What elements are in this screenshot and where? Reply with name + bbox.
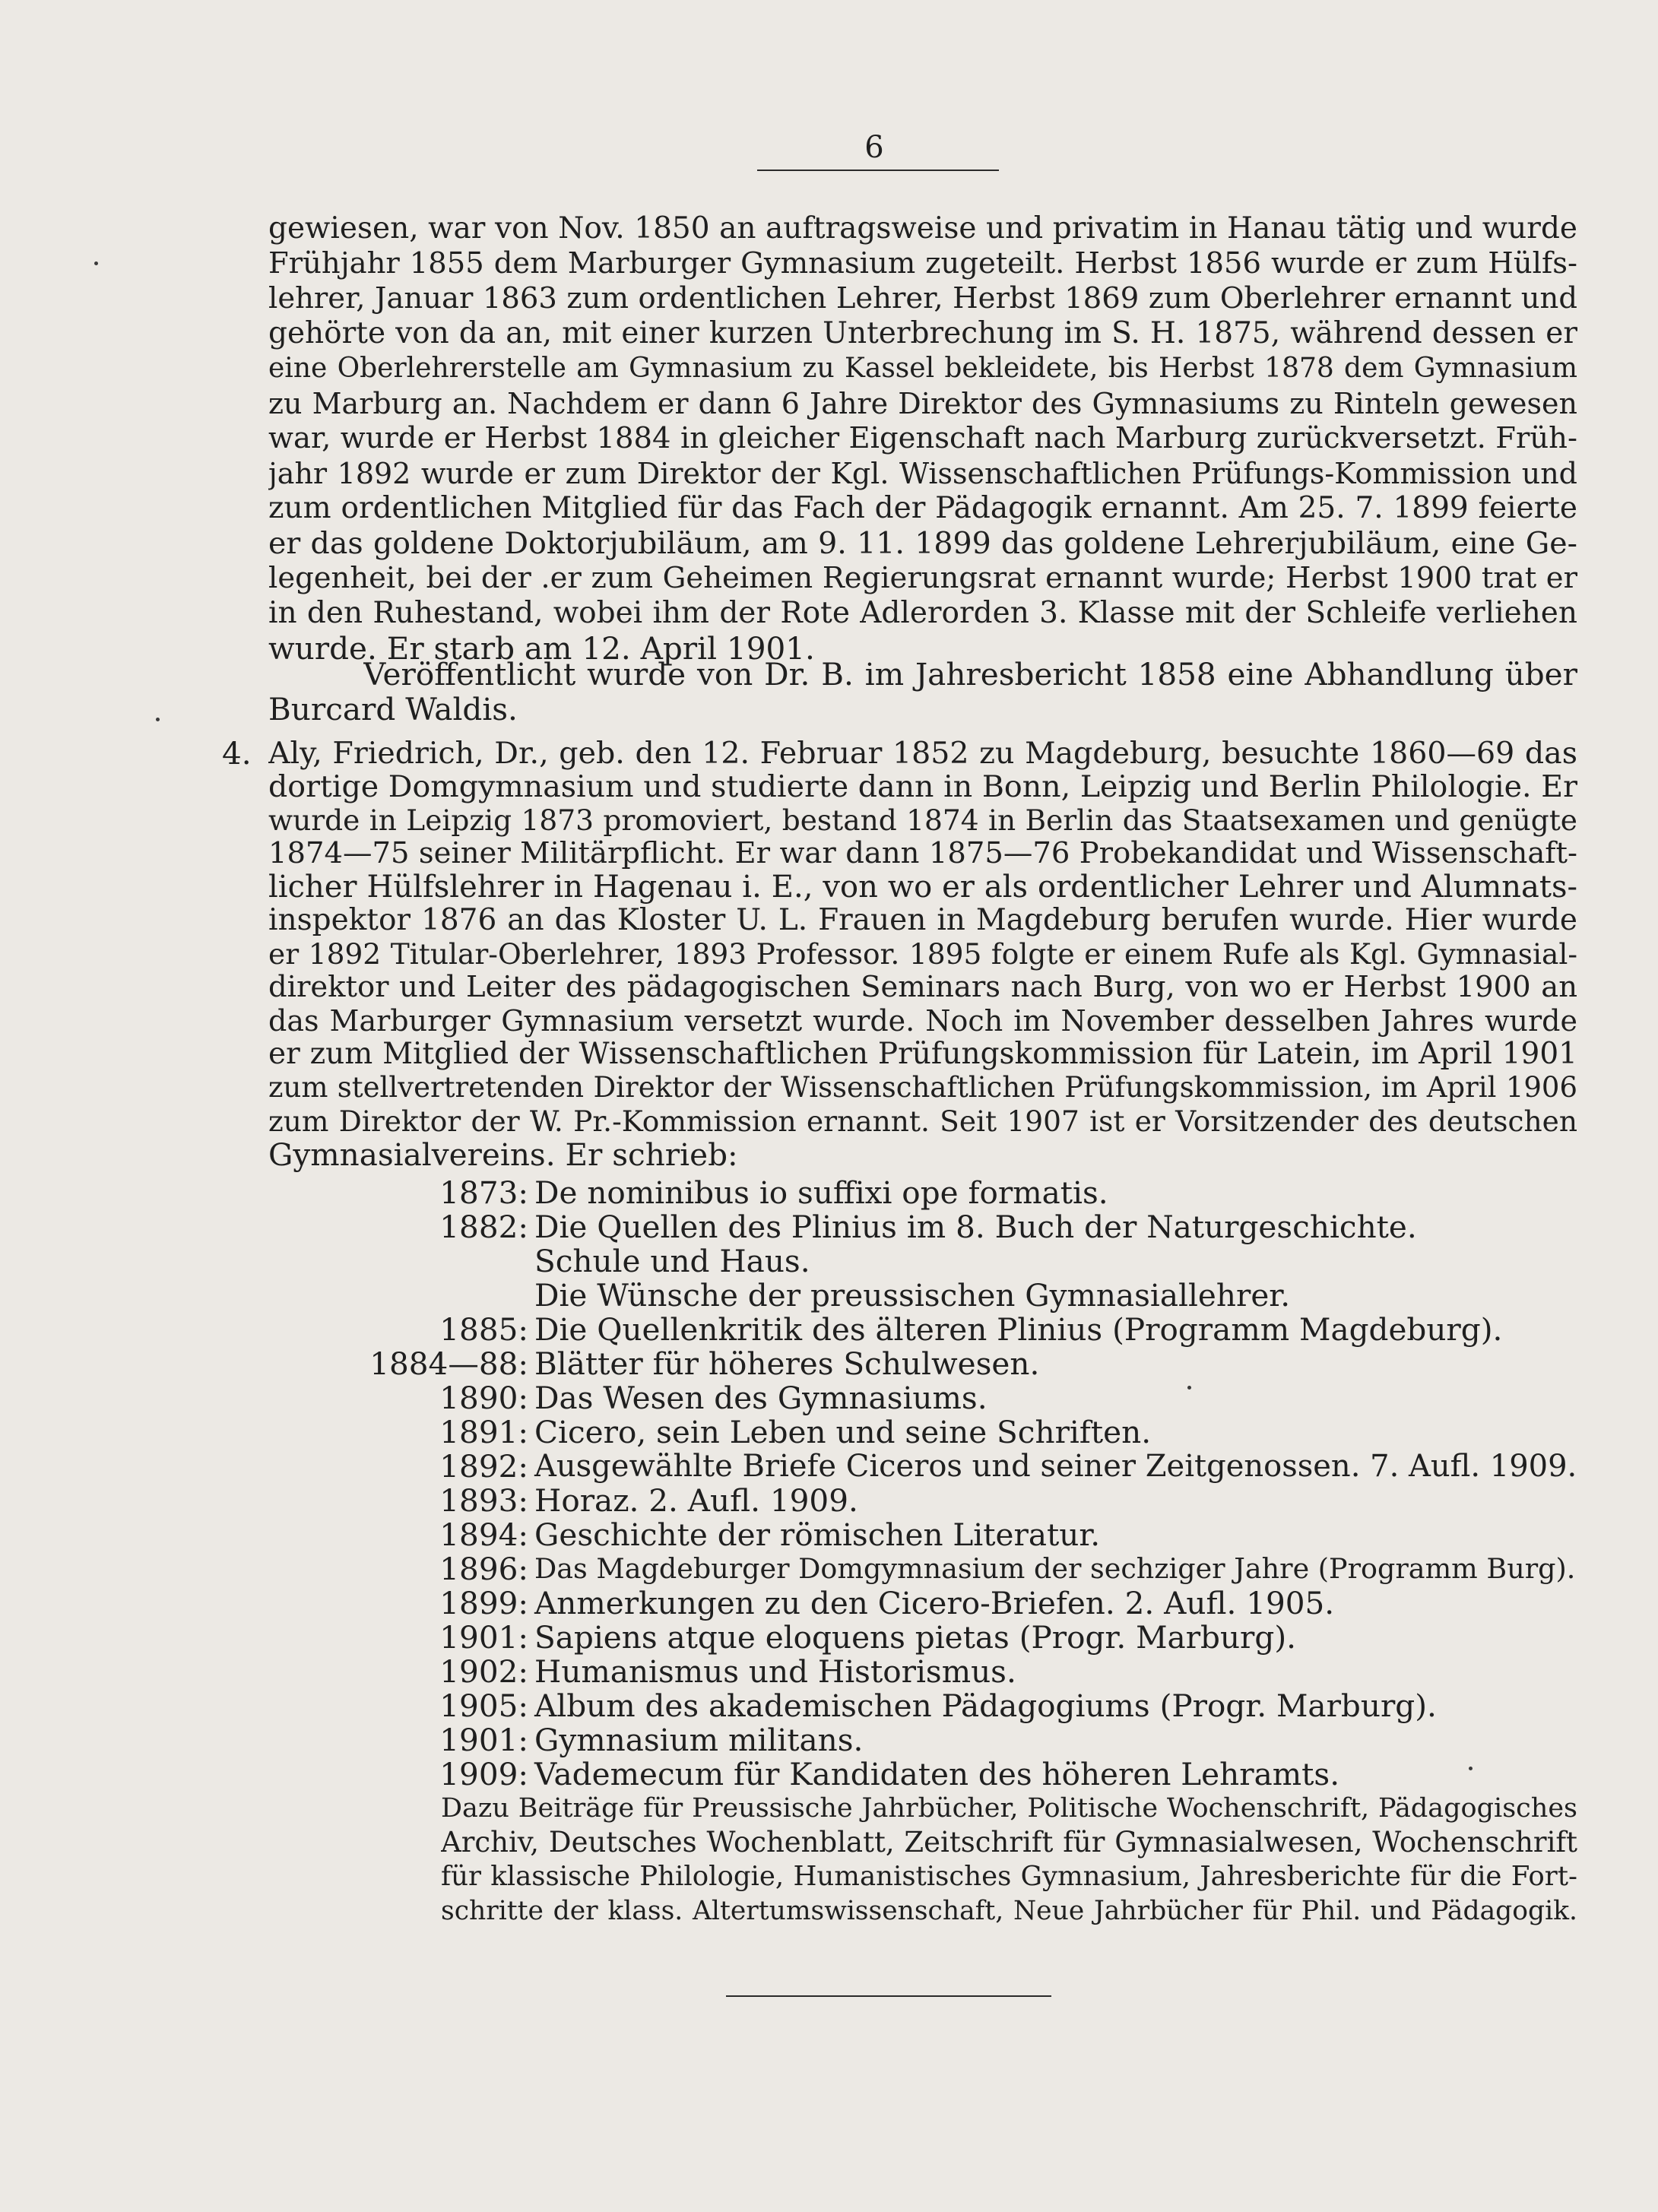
text-line: licher Hülfslehrer in Hagenau i. E., von wo er als ordentlicher Lehrer und Alumnats- — [268, 870, 1577, 905]
entry-number: 4. — [222, 735, 252, 772]
publication-item — [346, 1312, 1577, 1347]
publication-year: 1902: — [439, 1653, 528, 1690]
publication-year: 1899: — [439, 1585, 528, 1621]
text-line: er zum Mitglied der Wissenschaftlichen Prüfungskommission für Latein, im April 1901 — [268, 1037, 1577, 1071]
text-line: lehrer, Januar 1863 zum ordentlichen Lehrer, Herbst 1869 zum Oberlehrer ernannt und — [268, 281, 1577, 315]
text-line: Dazu Beiträge für Preussische Jahrbücher, Politische Wochenschrift, Pädagogisches — [441, 1793, 1577, 1824]
publication-title: Sapiens atque eloquens pietas (Progr. Marburg). — [534, 1619, 1297, 1656]
publication-title: Cicero, sein Leben und seine Schriften. — [534, 1414, 1152, 1450]
publication-title: Das Wesen des Gymnasiums. — [534, 1380, 988, 1416]
publication-title: Vademecum für Kandidaten des höheren Lehramts. — [534, 1756, 1340, 1792]
publication-year: 1885: — [439, 1311, 528, 1348]
publication-year: 1901: — [439, 1722, 528, 1758]
speck — [156, 718, 160, 721]
publication-title: Geschichte der römischen Literatur. — [534, 1516, 1101, 1553]
text-line: 1874—75 seiner Militärpflicht. Er war dann 1875—76 Probekandidat und Wissenschaft- — [268, 836, 1577, 870]
text-line: er 1892 Titular-Oberlehrer, 1893 Professor. 1895 folgte er einem Rufe als Kgl. Gymnasial- — [268, 937, 1577, 971]
text-line: schritte der klass. Altertumswissenschaft, Neue Jahrbücher für Phil. und Pädagogik. — [441, 1896, 1577, 1926]
text-line: wurde. Er starb am 12. April 1901. — [268, 631, 815, 666]
publication-year: 1891: — [439, 1414, 528, 1450]
publication-year: 1894: — [439, 1516, 528, 1553]
publication-item — [346, 1415, 1577, 1450]
text-line: zum Direktor der W. Pr.-Kommission ernannt. Seit 1907 ist er Vorsitzender des deutschen — [268, 1104, 1577, 1138]
text-line: für klassische Philologie, Humanistisches Gymnasium, Jahresberichte für die Fort- — [441, 1861, 1577, 1892]
text-line: das Marburger Gymnasium versetzt wurde. Noch im November desselben Jahres wurde — [268, 1004, 1577, 1038]
text-line: Veröffentlicht wurde von Dr. B. im Jahresbericht 1858 eine Abhandlung über — [363, 657, 1577, 692]
publication-item — [346, 1586, 1577, 1621]
publication-title: Humanismus und Historismus. — [534, 1653, 1016, 1690]
header-rule — [757, 170, 999, 171]
publication-year: 1892: — [439, 1448, 528, 1485]
footer-rule — [726, 1995, 1051, 1997]
publication-item — [346, 1278, 1577, 1313]
text-line: Archiv, Deutsches Wochenblatt, Zeitschrift für Gymnasialwesen, Wochenschrift — [441, 1826, 1577, 1859]
publication-year: 1882: — [439, 1209, 528, 1245]
publication-item — [346, 1757, 1577, 1792]
page-number: 6 — [864, 130, 884, 165]
publication-title: Das Magdeburger Domgymnasium der sechziger Jahre (Programm Burg). — [534, 1552, 1576, 1585]
text-line: gewiesen, war von Nov. 1850 an auftragsweise und privatim in Hanau tätig und wurde — [268, 211, 1577, 246]
publication-item — [346, 1517, 1577, 1552]
text-line: zum stellvertretenden Direktor der Wissenschaftlichen Prüfungskommission, im April 1906 — [268, 1071, 1577, 1104]
publication-title: Gymnasium militans. — [534, 1722, 864, 1758]
publication-year: 1901: — [439, 1619, 528, 1656]
text-line: zu Marburg an. Nachdem er dann 6 Jahre Direktor des Gymnasiums zu Rinteln gewesen — [268, 387, 1577, 420]
text-line: Frühjahr 1855 dem Marburger Gymnasium zugeteilt. Herbst 1856 wurde er zum Hülfs- — [268, 246, 1577, 280]
text-line: gehörte von da an, mit einer kurzen Unterbrechung im S. H. 1875, während dessen er — [268, 316, 1577, 350]
text-line: direktor und Leiter des pädagogischen Seminars nach Burg, von wo er Herbst 1900 an — [268, 970, 1577, 1004]
publication-item — [346, 1620, 1577, 1655]
speck — [94, 261, 98, 265]
text-line: wurde in Leipzig 1873 promoviert, bestand 1874 in Berlin das Staatsexamen und genügte — [268, 803, 1577, 837]
text-line: Burcard Waldis. — [268, 692, 518, 727]
publication-year: 1890: — [439, 1380, 528, 1416]
publication-item — [346, 1688, 1577, 1723]
publication-item — [346, 1722, 1577, 1757]
publication-item — [346, 1654, 1577, 1689]
publication-item — [346, 1209, 1577, 1244]
publication-title: Anmerkungen zu den Cicero-Briefen. 2. Aufl. 1905. — [534, 1585, 1335, 1621]
publication-year: 1909: — [439, 1756, 528, 1792]
text-line: dortige Domgymnasium und studierte dann in Bonn, Leipzig und Berlin Philologie. Er — [268, 769, 1577, 804]
publication-title: Blätter für höheres Schulwesen. — [534, 1345, 1040, 1382]
publication-year: 1873: — [439, 1174, 528, 1211]
text-line: war, wurde er Herbst 1884 in gleicher Eigenschaft nach Marburg zurückversetzt. Früh- — [268, 421, 1577, 455]
publication-title: Die Wünsche der preussischen Gymnasiallehrer. — [534, 1277, 1291, 1314]
text-line: eine Oberlehrerstelle am Gymnasium zu Kassel bekleidete, bis Herbst 1878 dem Gymnasium — [268, 353, 1577, 384]
publication-title: Horaz. 2. Aufl. 1909. — [534, 1482, 858, 1519]
text-line: in den Ruhestand, wobei ihm der Rote Adlerorden 3. Klasse mit der Schleife verliehen — [268, 596, 1577, 630]
publication-item — [346, 1175, 1577, 1210]
publication-item — [346, 1380, 1577, 1415]
publication-year: 1896: — [439, 1551, 528, 1587]
publication-year: 1905: — [439, 1688, 528, 1724]
publication-title: Ausgewählte Briefe Ciceros und seiner Zeitgenossen. 7. Aufl. 1909. — [534, 1449, 1577, 1484]
text-line: inspektor 1876 an das Kloster U. L. Frauen in Magdeburg berufen wurde. Hier wurde — [268, 903, 1577, 937]
text-line: jahr 1892 wurde er zum Direktor der Kgl. Wissenschaftlichen Prüfungs-Kommission und — [268, 457, 1577, 490]
publication-title: Schule und Haus. — [534, 1243, 810, 1279]
publication-item — [346, 1346, 1577, 1381]
publication-item — [346, 1483, 1577, 1518]
publication-title: Die Quellenkritik des älteren Plinius (Programm Magdeburg). — [534, 1311, 1503, 1348]
publication-year: 1893: — [439, 1482, 528, 1519]
text-line: zum ordentlichen Mitglied für das Fach der Pädagogik ernannt. Am 25. 7. 1899 feierte — [268, 491, 1577, 525]
publication-item — [346, 1449, 1577, 1484]
publication-item — [346, 1244, 1577, 1279]
publication-item — [346, 1551, 1577, 1586]
text-line: er das goldene Doktorjubiläum, am 9. 11. 1899 das goldene Lehrerjubiläum, eine Ge- — [268, 526, 1577, 561]
publication-year: 1884—88: — [369, 1345, 528, 1382]
text-line: Gymnasialvereins. Er schrieb: — [268, 1137, 738, 1172]
publication-title: Die Quellen des Plinius im 8. Buch der Naturgeschichte. — [534, 1209, 1417, 1245]
text-line: legenheit, bei der .er zum Geheimen Regierungsrat ernannt wurde; Herbst 1900 trat er — [268, 561, 1577, 595]
publication-title: Album des akademischen Pädagogiums (Progr. Marburg). — [534, 1688, 1437, 1724]
publication-title: De nominibus io suffixi ope formatis. — [534, 1174, 1108, 1211]
text-line: Aly, Friedrich, Dr., geb. den 12. Februar 1852 zu Magdeburg, besuchte 1860—69 das — [268, 736, 1577, 771]
